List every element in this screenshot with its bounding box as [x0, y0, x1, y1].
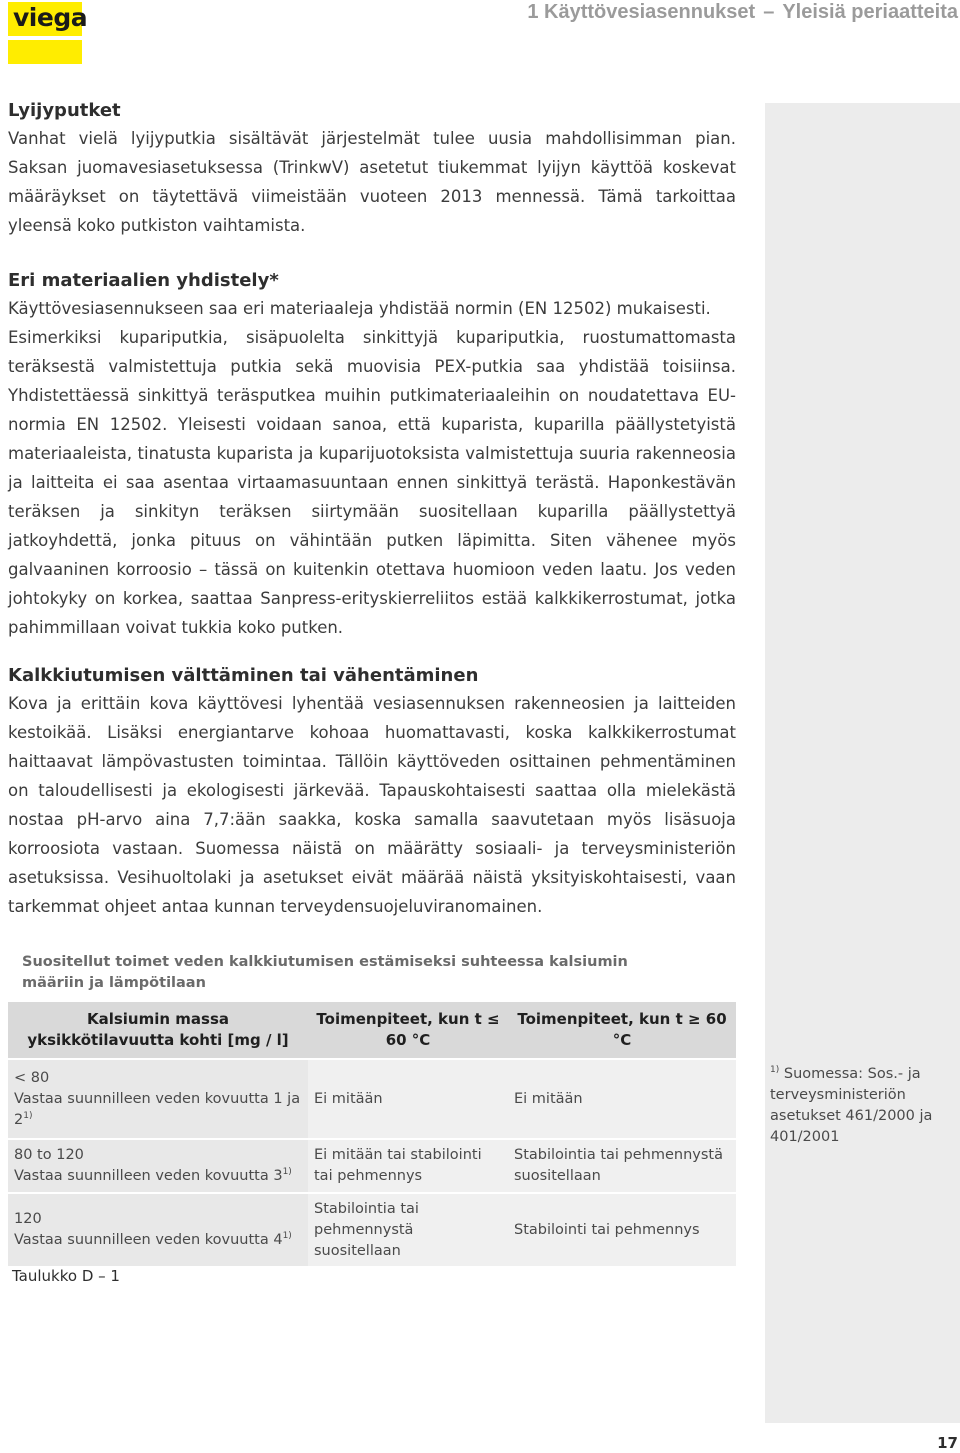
table-cell-above-60: Stabilointi tai pehmennys [508, 1194, 736, 1266]
table-row [8, 1194, 736, 1266]
margin-column [765, 103, 960, 1423]
table-cell-calcium [8, 1060, 308, 1138]
logo-yellow-bar [8, 40, 82, 64]
hardness-note: Vastaa suunnilleen veden kovuutta 4$^{1)}$ [14, 1231, 292, 1248]
section-heading: Eri materiaalien yhdistely* [8, 270, 279, 291]
table-label: Taulukko D – 1 [12, 1267, 120, 1285]
header-section: Yleisiä periaatteita [782, 1, 958, 23]
section-body: Kova ja erittäin kova käyttövesi lyhentää vesiasennuksen rakenneosien ja laitteiden kestoikää. Lisäksi energiantarve kohoaa huomattavasti, koska kalkkikerrostumat haittaavat lämpövastusten toimintaa. Tällöin käyttöveden osittainen pehmentäminen on taloudellisesti ja ekologisesti järkevää. Tapauskohtaisesti saattaa olla mielekästä nostaa pH-arvo aina 7,7:ään saakka, koska samalla saavutetaan myös lisäsuoja korroosiota vastaan. Suomessa näistä on määrätty sosiaali- ja terveysministeriön asetuksissa. Vesihuoltolaki ja asetukset eivät määrää näistä yksityiskohtaisesti, vaan tarkemmat ohjeet antaa kunnan terveydensuojeluviranomainen. [8, 694, 736, 916]
hardness-note: Vastaa suunnilleen veden kovuutta 1 ja 2$^{1)}$ [14, 1090, 301, 1128]
header-separator: – [763, 1, 775, 23]
footnote-ref: 1) [23, 1110, 33, 1121]
column-header-below-60: Toimenpiteet, kun t ≤ 60 °C [308, 1002, 508, 1058]
logo-yellow-block [8, 2, 88, 36]
column-header-above-60: Toimenpiteet, kun t ≥ 60 °C [508, 1002, 736, 1058]
table-cell-calcium [8, 1140, 308, 1192]
calcium-value: < 80 [14, 1069, 50, 1086]
table-row [8, 1060, 736, 1138]
table-header-row [8, 1002, 736, 1058]
section-intro: Käyttövesiasennukseen saa eri materiaaleja yhdistää normin (EN 12502) mukaisesti. [8, 299, 711, 318]
calcium-value: 80 to 120 [14, 1147, 84, 1163]
footnote-text: Suomessa: Sos.- ja terveysministeriön asetukset 461/2000 ja 401/2001 [770, 1066, 933, 1145]
footnote-marker: 1) [770, 1065, 780, 1076]
section-heading: Lyijyputket [8, 100, 121, 121]
page-number: 17 [937, 1434, 958, 1452]
hardness-note: Vastaa suunnilleen veden kovuutta 3$^{1)}$ [14, 1167, 292, 1184]
table-cell-above-60: Ei mitään [508, 1060, 736, 1138]
section-material-combination [8, 268, 736, 642]
table-cell-below-60: Ei mitään [308, 1060, 508, 1138]
section-limescale [8, 663, 736, 921]
footnote [770, 1064, 955, 1148]
footnote-ref: 1) [282, 1231, 292, 1242]
calcium-value: 120 [14, 1211, 42, 1227]
calcium-measures-table [8, 1000, 736, 1268]
table-cell-calcium [8, 1194, 308, 1266]
table-cell-below-60: Stabilointia tai pehmennystä suositellaan [308, 1194, 508, 1266]
section-lead-pipes [8, 98, 736, 240]
logo-text: viega [13, 3, 88, 32]
section-body: Vanhat vielä lyijyputkia sisältävät järjestelmät tulee uusia mahdollisimman pian. Saksan juomavesiasetuksessa (TrinkwV) asetetut tiukemmat lyijyn käyttöä koskevat määräykset on täytettävä viimeistään vuoteen 2013 mennessä. Tämä tarkoittaa yleensä koko putkiston vaihtamista. [8, 129, 736, 235]
header-chapter: 1 Käyttövesiasennukset [527, 1, 756, 23]
column-header-calcium: Kalsiumin massa yksikkötilavuutta kohti [mg / l] [8, 1002, 308, 1058]
section-body: Esimerkiksi kupariputkia, sisäpuolelta sinkittyjä kupariputkia, ruostumattomasta teräksestä valmistettuja putkia sekä muovisia PEX-putkia saa yhdistää toisiinsa. Yhdistettäessä sinkittyä teräsputkea muihin putkimateriaaleihin on noudatettava EU-normia EN 12502. Yleisesti voidaan sanoa, että kuparista, kuparilla päällystetyistä materiaaleista, tinatusta kuparista ja kuparijuotoksista valmistettuja suuria rakenneosia ja laitteita ei saa asentaa virtaamasuuntaan ennen sinkittyä terästä. Haponkestävän teräksen ja sinkityn teräksen siirtymään suositellaan kuparilla päällystettyä jatkoyhdettä, jonka pituus on vähintään putken läpimitta. Siten vähenee myös galvaaninen korroosio – tässä on kuitenkin otettava huomioon veden laatu. Jos veden johtokyky on korkea, saattaa Sanpress-erityskierreliitos estää kalkkikerrostumat, jotka pahimmillaan voivat tukkia koko putken. [8, 328, 736, 637]
table-row [8, 1140, 736, 1192]
viega-logo [8, 2, 88, 64]
table-cell-below-60: Ei mitään tai stabilointi tai pehmennys [308, 1140, 508, 1192]
running-header [527, 0, 958, 24]
table-cell-above-60: Stabilointia tai pehmennystä suositellaan [508, 1140, 736, 1192]
table-caption: Suositellut toimet veden kalkkiutumisen estämiseksi suhteessa kalsiumin määriin ja lämpötilaan [22, 954, 628, 991]
section-heading: Kalkkiutumisen välttäminen tai vähentäminen [8, 665, 479, 686]
footnote-ref: 1) [282, 1167, 292, 1178]
